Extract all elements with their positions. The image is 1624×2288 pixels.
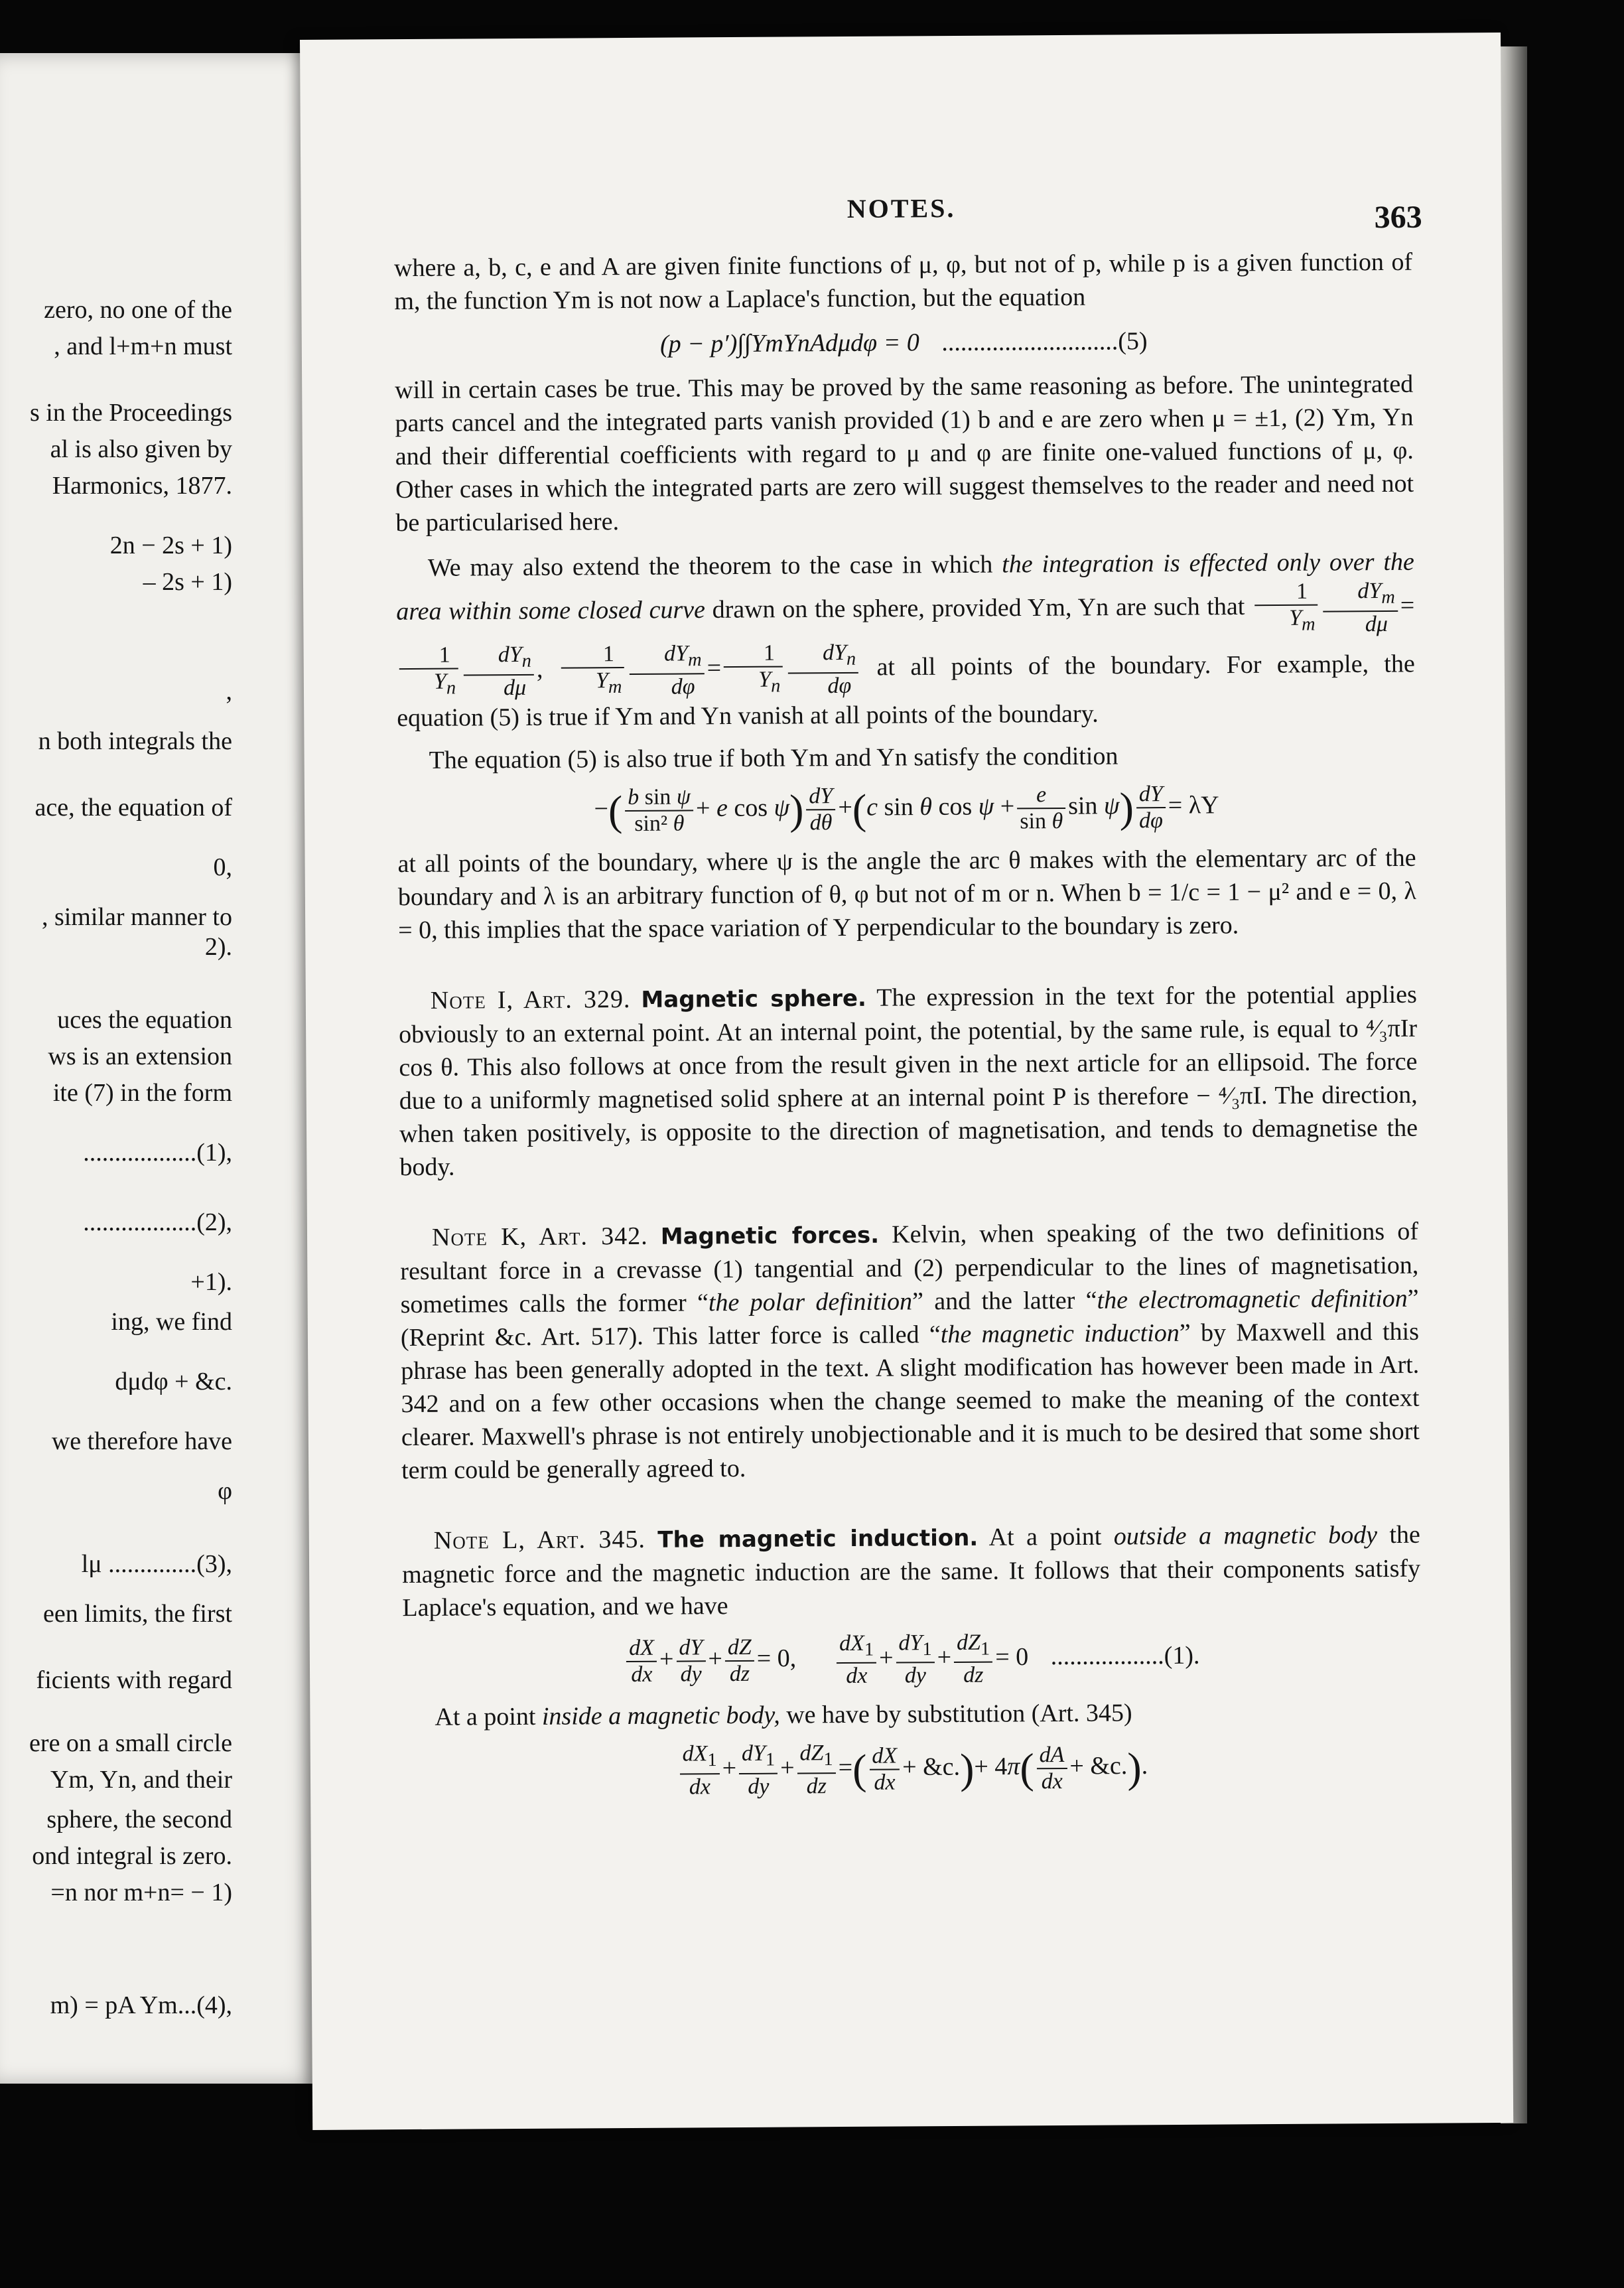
equation-number: ..................(1).	[1050, 1641, 1200, 1671]
paragraph: The equation (5) is also true if both Ym and Yn satisfy the condition	[429, 742, 1118, 774]
facing-page-line: dμdφ + &c.	[115, 1368, 232, 1395]
equation-number: ............................(5)	[941, 327, 1148, 357]
facing-page-line: 2n − 2s + 1)	[109, 532, 232, 559]
facing-page-line: een limits, the first	[43, 1600, 232, 1628]
note-text: At a point	[435, 1703, 536, 1732]
page-body	[394, 246, 1422, 1812]
fraction: $\frac{1}{Y_n}$	[724, 640, 783, 699]
page-number: 363	[1374, 199, 1422, 236]
facing-page-line: uces the equation	[57, 1006, 232, 1034]
facing-page-line: s in the Proceedings	[29, 399, 232, 427]
paragraph: at all points of the boundary, where ψ is the angle the arc θ makes with the elementary arc of the boundary and λ is an arbitrary function of θ, φ but not of m or n. When b = 1/c = 1 − μ² and e = 0, λ = 0, this implies that the space variation of Y perpendicular to the boundary is zero.	[397, 843, 1416, 944]
facing-page-line: φ	[218, 1477, 232, 1505]
facing-page-line: lμ ..............(3),	[81, 1550, 232, 1578]
running-head: NOTES.	[846, 192, 956, 224]
italic-run: outside a magnetic body	[1113, 1520, 1378, 1551]
facing-page-line: m) = pA Ym...(4),	[50, 1991, 232, 2019]
paragraph: where a, b, c, e and A are given finite functions of μ, φ, but not of p, while p is a given function of m, the function Ym is not now a Laplace's function, but the equation	[393, 248, 1413, 316]
facing-page-line: , similar manner to	[41, 903, 232, 931]
facing-page-line: ,	[226, 678, 232, 705]
italic-run: inside a magnetic body,	[541, 1701, 780, 1731]
equation-5-body: (p − p′)∫∫YmYnAdμdφ = 0	[659, 328, 919, 358]
note-heading: The magnetic induction.	[657, 1524, 979, 1553]
facing-page-line: 2).	[204, 933, 232, 961]
facing-page-line: +1).	[190, 1268, 232, 1296]
facing-page-line: zero, no one of the	[44, 296, 232, 324]
facing-page-line: ere on a small circle	[29, 1729, 232, 1757]
note-heading: Magnetic forces.	[660, 1222, 880, 1250]
facing-page-line: ..................(2),	[83, 1208, 232, 1236]
fraction: $\frac{dY_m}{d\mu}$	[1323, 579, 1398, 637]
equation-5	[395, 321, 1413, 364]
note-text: At a point	[988, 1522, 1102, 1551]
equation-rhs: = λY	[1168, 790, 1219, 820]
fraction: $\frac{dY_n}{d\varphi}$	[788, 640, 859, 699]
text-run: at all points of the boundary. For example, the equation (5) is true if Ym and Yn vanish at all points of the boundary.	[397, 650, 1415, 732]
note-l	[402, 1518, 1421, 1624]
note-text: ” (Reprint &c. Art. 517). This latter force is called “	[400, 1284, 1419, 1352]
note-k	[400, 1214, 1420, 1486]
facing-page-line: ond integral is zero.	[32, 1842, 232, 1870]
fraction: $\frac{1}{Y_n}$	[399, 642, 459, 701]
italic-run: the electromagnetic definition	[1097, 1284, 1408, 1315]
facing-page-line: 0,	[213, 853, 232, 881]
document-page	[300, 33, 1513, 2130]
note-text: ” by Maxwell and this phrase has been generally adopted in the text. A slight modification has however been made in Art. 342 and on a few other occasions when the change seemed to make the meaning of the context clearer. Maxwell's phrase is not entirely unobjectionable and it is much to be desired that some short term could be generally agreed to.	[401, 1317, 1420, 1484]
note-text: we have by substitution (Art. 345)	[786, 1699, 1132, 1729]
paragraph	[403, 1695, 1421, 1734]
substitution-equation: $\frac{dX_1}{dx}$ + $\frac{dY_1}{dy}$ + $\frac{dZ_1}{dz}$ =( $\frac{dX}{dx}$ + &c.)+ 4π( $\frac{dA}{dx}$ + &c.).	[403, 1737, 1422, 1802]
note-text: ” and the latter “	[912, 1286, 1097, 1315]
note-text: the magnetic force and the magnetic induction are the same. It follows that their components satisfy Laplace's equation, and we have	[402, 1520, 1421, 1622]
equation-term: + &c.	[902, 1752, 961, 1782]
note-text: Kelvin, when speaking of the two definitions of resultant force in a crevasse (1) tangential and (2) perpendicular to the lines of magnetisation, sometimes calls the former “	[400, 1217, 1419, 1319]
boundary-condition-equation: −( $\frac{\text{b sin ψ}}{\text{sin² θ}}$ + e cos ψ) $\frac{dY}{d\theta}$ +(c sin θ cos ψ + $\frac{e}{\text{sin θ}}$ sin ψ) $\frac{dY}{d\varphi}$ = λY	[594, 781, 1219, 836]
note-label: Note K, Art. 342.	[431, 1222, 648, 1251]
facing-page-line: – 2s + 1)	[143, 568, 232, 596]
facing-page-line: sphere, the second	[46, 1806, 232, 1833]
facing-page-line: ace, the equation of	[34, 794, 232, 822]
note-heading: Magnetic sphere.	[641, 985, 867, 1013]
facing-page	[0, 53, 317, 2084]
text-run: drawn on the sphere, provided Ym, Yn are such that	[712, 592, 1245, 624]
note-i	[399, 977, 1418, 1183]
text-run: We may also extend the theorem to the case in which	[427, 550, 993, 582]
facing-page-line: n both integrals the	[38, 727, 232, 755]
facing-page-line: Harmonics, 1877.	[52, 472, 232, 500]
italic-run: the polar definition	[708, 1287, 913, 1317]
facing-page-line: ite (7) in the form	[52, 1079, 232, 1107]
facing-page-line: ing, we find	[111, 1308, 232, 1336]
italic-run: the magnetic induction	[940, 1319, 1180, 1348]
note-label: Note L, Art. 345.	[433, 1525, 646, 1555]
paragraph: We may also extend the theorem to the case in which the integration is effected only over the area within some closed curve drawn on the sphere, provided Ym, Yn are such that $\frac{1}{Y_m}$ $\frac{dY_m}{d\mu}$ = $\frac{1}{Y_n}$ $\frac{dY_n}{d\mu}$ , $\frac{1}{Y_m}$ $\frac{dY_m}{d\varphi}$ = $\frac{1}{Y_n}$ $\frac{dY_n}{d\varphi}$ at all points of the boundary. For example, the equation (5) is true if Ym and Yn vanish at all points of the boundary.	[396, 547, 1415, 732]
facing-page-line: ..................(1),	[83, 1139, 232, 1167]
facing-page-line: we therefore have	[51, 1427, 232, 1455]
facing-page-line: , and l+m+n must	[54, 332, 232, 360]
fraction: $\frac{1}{Y_m}$	[1254, 579, 1318, 638]
facing-page-line: al is also given by	[50, 435, 232, 463]
facing-page-line: =n nor m+n= − 1)	[50, 1879, 232, 1906]
fraction: $\frac{1}{Y_m}$	[561, 642, 625, 700]
note-text: The expression in the text for the potential applies obviously to an external point. At an internal point, the potential, by the same rule, is equal to ⁴⁄₃πIr cos θ. This also follows at once from the result given in the next article for an ellipsoid. The force due to a uniformly magnetised solid sphere at an internal point P is therefore − ⁴⁄₃πI. The direction, when taken positively, is opposite to the direction of magnetisation, and tends to demagnetise the body.	[399, 980, 1418, 1181]
italic-run: the integration is effected only over the area within some closed curve	[396, 547, 1414, 626]
equation-term: + &c.	[1069, 1752, 1128, 1780]
facing-page-line: ws is an extension	[48, 1042, 232, 1070]
note-label: Note I, Art. 329.	[430, 985, 631, 1015]
facing-page-line: Ym, Yn, and their	[50, 1766, 232, 1794]
paragraph: will in certain cases be true. This may be proved by the same reasoning as before. The unintegrated parts cancel and the integrated parts vanish provided (1) b and e are zero when μ = ±1, (2) Ym, Yn and their differential coefficients with regard to μ and φ are finite one-valued functions of μ, φ. Other cases in which the integrated parts are zero will suggest themselves to the reader and need not be particularised here.	[395, 370, 1414, 537]
fraction: $\frac{dY_m}{d\varphi}$	[630, 641, 705, 699]
laplace-equation-1: $\frac{dX}{dx}$ + $\frac{dY}{dy}$ + $\frac{dZ}{dz}$ = 0, $\frac{dX_1}{dx}$ + $\frac{dY_1}{dy}$ + $\frac{dZ_1}{dz}$ = 0 ..................(1).	[403, 1627, 1422, 1691]
facing-page-line: ficients with regard	[36, 1666, 232, 1694]
fraction: $\frac{dY_n}{d\mu}$	[464, 642, 535, 701]
